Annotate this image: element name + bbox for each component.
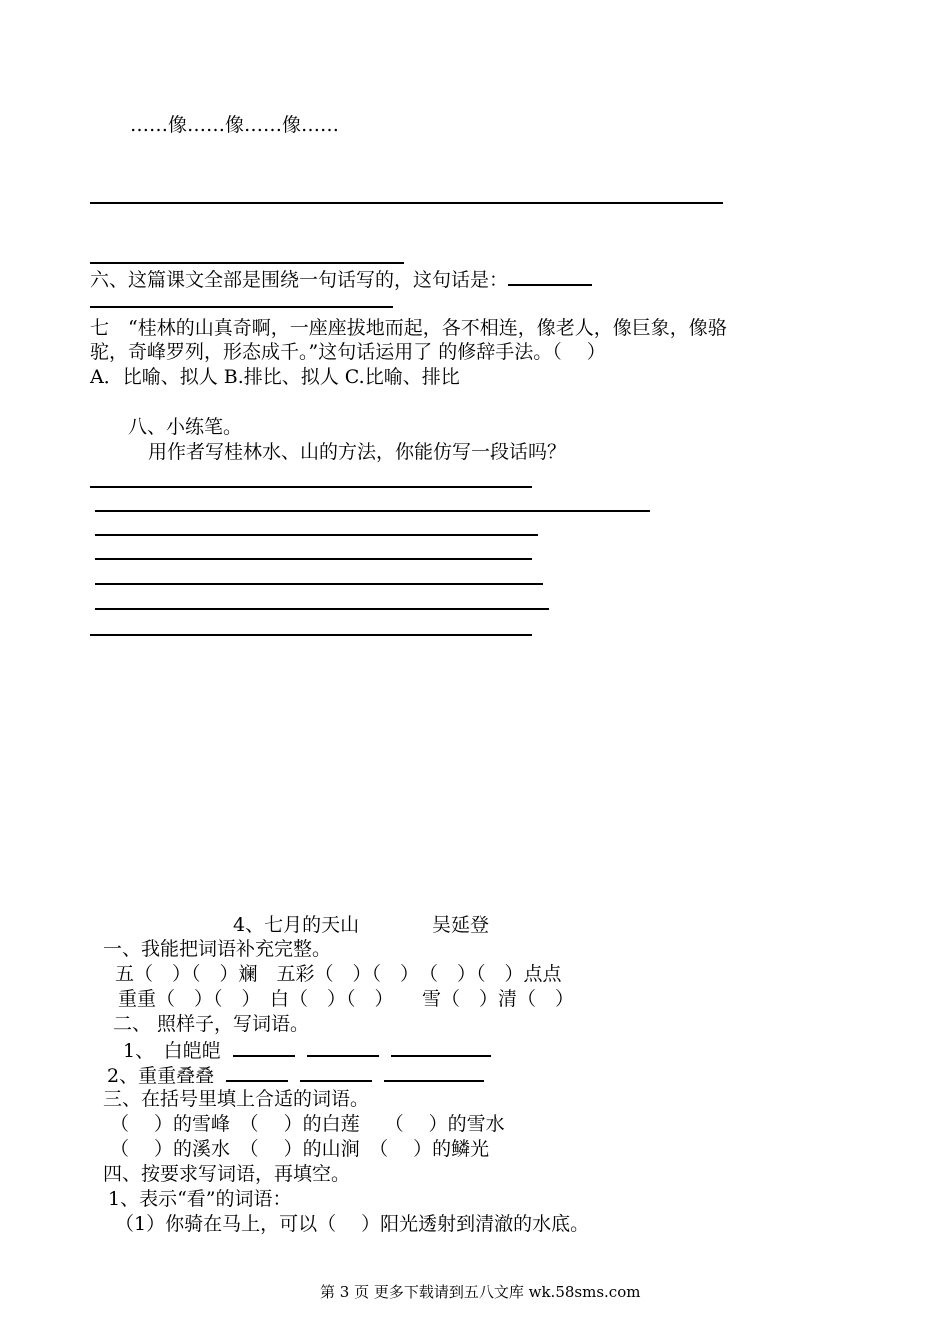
answer-line bbox=[90, 306, 393, 308]
section-1-title: 一、我能把词语补充完整。 bbox=[103, 938, 332, 960]
writing-line bbox=[95, 608, 549, 610]
question-7-line-1: 七 “桂林的山真奇啊，一座座拔地而起，各不相连，像老人，像巨象，像骆 bbox=[90, 317, 727, 339]
writing-line bbox=[95, 558, 532, 560]
pattern-sentence: ……像……像……像…… bbox=[130, 114, 340, 136]
writing-line bbox=[90, 486, 532, 488]
answer-blank bbox=[226, 1062, 288, 1082]
writing-line bbox=[95, 583, 543, 585]
lesson-title: 4、七月的天山 bbox=[233, 914, 360, 936]
writing-line bbox=[90, 634, 532, 636]
answer-blank bbox=[300, 1062, 372, 1082]
section-2-item-2 bbox=[107, 1062, 484, 1088]
answer-blank bbox=[391, 1037, 491, 1057]
answer-blank bbox=[384, 1062, 484, 1082]
section-2-item-2-text: 2、重重叠叠 bbox=[107, 1065, 215, 1087]
section-3-line-1: （ ）的雪峰 （ ）的白莲 （ ）的雪水 bbox=[110, 1113, 505, 1135]
answer-blank bbox=[508, 266, 592, 286]
answer-blank bbox=[233, 1037, 295, 1057]
answer-blank bbox=[307, 1037, 379, 1057]
section-4-title: 四、按要求写词语，再填空。 bbox=[103, 1163, 351, 1185]
answer-line bbox=[90, 262, 404, 264]
section-2-item-1-text: 1、 白皑皑 bbox=[123, 1040, 221, 1062]
writing-line bbox=[95, 510, 650, 512]
question-7-options: A．比喻、拟人 B.排比、拟人 C.比喻、排比 bbox=[90, 366, 460, 388]
section-3-title: 三、在括号里填上合适的词语。 bbox=[103, 1088, 370, 1110]
section-2-item-1 bbox=[123, 1037, 491, 1063]
section-1-line-2: 重重（ ）（ ） 白（ ）（ ） 雪（ ）清（ ） bbox=[118, 988, 575, 1010]
question-8-prompt: 用作者写桂林水、山的方法，你能仿写一段话吗？ bbox=[148, 441, 567, 463]
section-4-item-1a: （1）你骑在马上，可以（ ）阳光透射到清澈的水底。 bbox=[115, 1213, 590, 1235]
section-3-line-2: （ ）的溪水 （ ）的山涧 （ ）的鳞光 bbox=[110, 1138, 490, 1160]
question-8-title: 八、小练笔。 bbox=[128, 416, 243, 438]
section-4-item-1: 1、表示“看”的词语： bbox=[108, 1188, 292, 1210]
question-7-line-2: 驼，奇峰罗列，形态成千。”这句话运用了 的修辞手法。（ ） bbox=[90, 341, 606, 363]
writing-line bbox=[95, 534, 538, 536]
answer-line bbox=[90, 202, 723, 204]
question-6 bbox=[90, 266, 592, 292]
section-2-title: 二、 照样子，写词语。 bbox=[113, 1013, 310, 1035]
question-6-text: 六、这篇课文全部是围绕一句话写的，这句话是： bbox=[90, 269, 509, 291]
page-footer: 第 3 页 更多下载请到五八文库 wk.58sms.com bbox=[320, 1283, 641, 1301]
section-1-line-1: 五（ ）（ ）斓 五彩（ ）（ ） （ ）（ ）点点 bbox=[115, 963, 562, 985]
lesson-author: 吴延登 bbox=[432, 914, 490, 936]
